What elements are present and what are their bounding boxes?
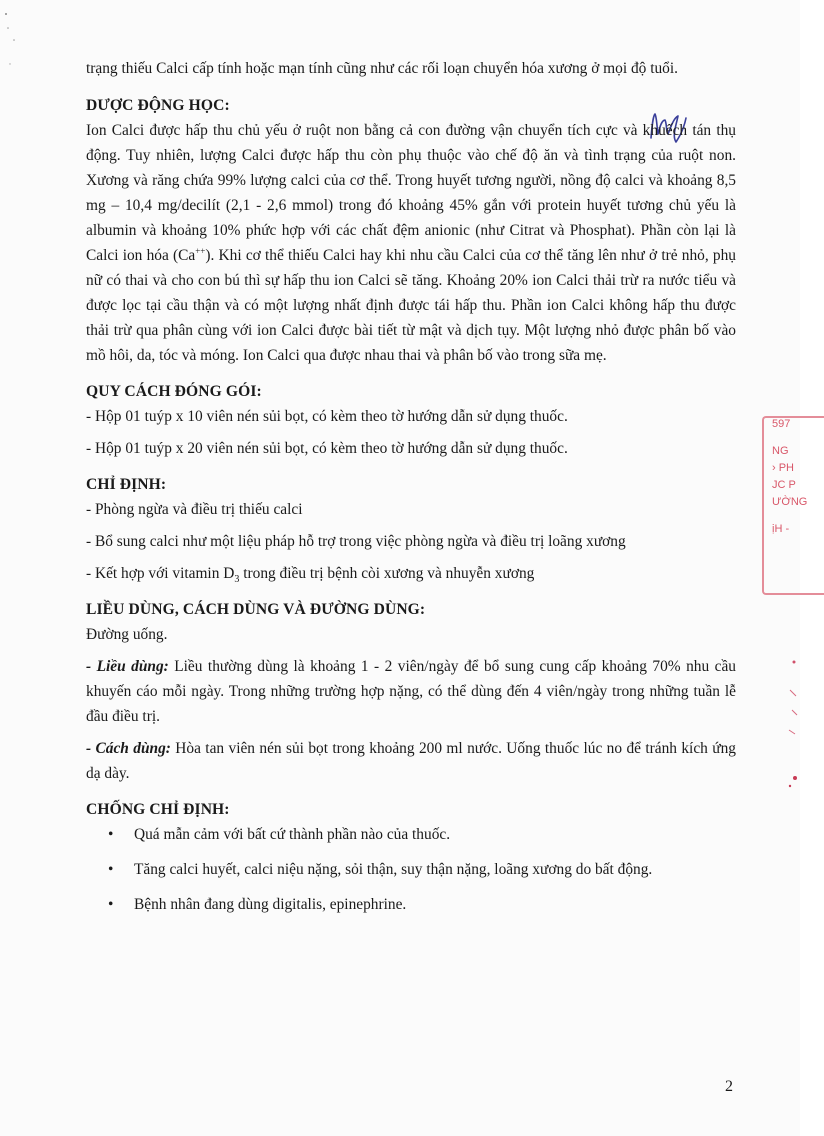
stamp-line: ịH - xyxy=(772,523,790,535)
text-segment: ). Khi cơ thể thiếu Calci hay khi nhu cầu Calci của cơ thể tăng lên như ở trẻ nhỏ, phụ nữ có thai và cho con bú thì sự hấp thu ion Calci sẽ tăng. Khoảng 20% ion Calci thải trừ ra nước tiểu và được lọc tại cầu thận và có một lượng nhất định được tái hấp thu. Phần ion Calci không hấp thu được thải trừ qua phân cùng với ion Calci được bài tiết từ mật và dịch tụy. Một lượng nhỏ được phân bố vào mồ hôi, da, tóc và móng. Ion Calci qua được nhau thai và phân bố vào trong sữa mẹ. xyxy=(86,247,736,364)
list-item xyxy=(86,822,736,847)
list-item-text: Quá mẫn cảm với bất cứ thành phần nào của thuốc. xyxy=(134,826,451,843)
vitamin-subscript: 3 xyxy=(234,574,240,586)
indication-item: - Bổ sung calci như một liệu pháp hỗ trợ trong việc phòng ngừa và điều trị loãng xương xyxy=(86,533,626,550)
page-number: 2 xyxy=(725,1078,733,1095)
section-heading: DƯỢC ĐỘNG HỌC: xyxy=(86,97,230,114)
packaging-item: - Hộp 01 tuýp x 10 viên nén sủi bọt, có kèm theo tờ hướng dẫn sử dụng thuốc. xyxy=(86,408,568,425)
document-body xyxy=(86,56,736,928)
packaging-item: - Hộp 01 tuýp x 20 viên nén sủi bọt, có kèm theo tờ hướng dẫn sử dụng thuốc. xyxy=(86,440,568,457)
packaging-section xyxy=(86,379,736,461)
route-text: Đường uống. xyxy=(86,626,168,643)
scan-specks xyxy=(0,0,40,60)
indication-item xyxy=(86,561,736,586)
bullet-icon: • xyxy=(108,861,114,878)
text-segment: - Kết hợp với vitamin D xyxy=(86,565,235,582)
bullet-icon: • xyxy=(108,826,114,843)
stamp-line: JC P xyxy=(772,479,796,491)
dose-paragraph xyxy=(86,654,736,729)
stamp-border xyxy=(762,416,824,595)
method-label: - Cách dùng: xyxy=(86,740,171,757)
list-item-text: Tăng calci huyết, calci niệu nặng, sỏi thận, suy thận nặng, loãng xương do bất động. xyxy=(134,861,653,878)
stamp-line: 597 xyxy=(772,418,791,430)
section-heading: LIỀU DÙNG, CÁCH DÙNG VÀ ĐƯỜNG DÙNG: xyxy=(86,601,426,618)
stamp-line: ƯỜNG xyxy=(772,496,808,508)
dose-text: Liều thường dùng là khoảng 1 - 2 viên/ngày để bổ sung cung cấp khoảng 70% nhu cầu khuyến cáo mỗi ngày. Trong những trường hợp nặng, có thể dùng đến 4 viên/ngày trong những tuần lễ đầu điều trị. xyxy=(86,658,736,725)
method-paragraph xyxy=(86,736,736,786)
official-stamp-fragment xyxy=(762,416,808,606)
pharmacokinetics-paragraph xyxy=(86,118,736,368)
text-segment: Ion Calci được hấp thu chủ yếu ở ruột non bằng cả con đường vận chuyển tích cực và khuếch tán thụ động. Tuy nhiên, lượng Calci được hấp thu còn phụ thuộc vào chế độ ăn và tình trạng của ruột non. Xương và răng chứa 99% lượng calci của cơ thể. Trong huyết tương người, nồng độ calci và khoảng 8,5 mg – 10,4 mg/decilít (2,1 - 2,6 mmol) trong đó khoảng 45% gắn với protein huyết tương chủ yếu là albumin và khoảng 10% phức hợp với các chất đệm anionic (như Citrat và Phosphat). Phần còn lại là Calci ion hóa (Ca xyxy=(86,122,736,264)
list-item xyxy=(86,892,736,917)
indication-item: - Phòng ngừa và điều trị thiếu calci xyxy=(86,501,303,518)
contraindications-section xyxy=(86,797,736,917)
dose-label: - Liều dùng: xyxy=(86,658,169,675)
section-heading: QUY CÁCH ĐÓNG GÓI: xyxy=(86,383,262,400)
text-segment: trong điều trị bệnh còi xương và nhuyễn xương xyxy=(239,565,535,582)
stamp-line: › PH xyxy=(772,462,794,474)
section-heading: CHỈ ĐỊNH: xyxy=(86,476,167,493)
section-heading: CHỐNG CHỈ ĐỊNH: xyxy=(86,801,230,818)
list-item xyxy=(86,857,736,882)
method-text: Hòa tan viên nén sủi bọt trong khoảng 200 ml nước. Uống thuốc lúc no để tránh kích ứng dạ dày. xyxy=(86,740,736,782)
contraindication-list xyxy=(86,822,736,917)
dosage-section xyxy=(86,597,736,786)
ion-charge: ++ xyxy=(195,245,206,256)
indications-section xyxy=(86,472,736,586)
bullet-icon: • xyxy=(108,896,114,913)
pharmacokinetics-section xyxy=(86,93,736,368)
intro-paragraph: trạng thiếu Calci cấp tính hoặc mạn tính cũng như các rối loạn chuyển hóa xương ở mọi độ tuổi. xyxy=(86,60,679,77)
edge-scan-marks xyxy=(780,650,800,800)
stamp-line: NG xyxy=(772,445,789,457)
list-item-text: Bệnh nhân đang dùng digitalis, epinephrine. xyxy=(134,896,407,913)
